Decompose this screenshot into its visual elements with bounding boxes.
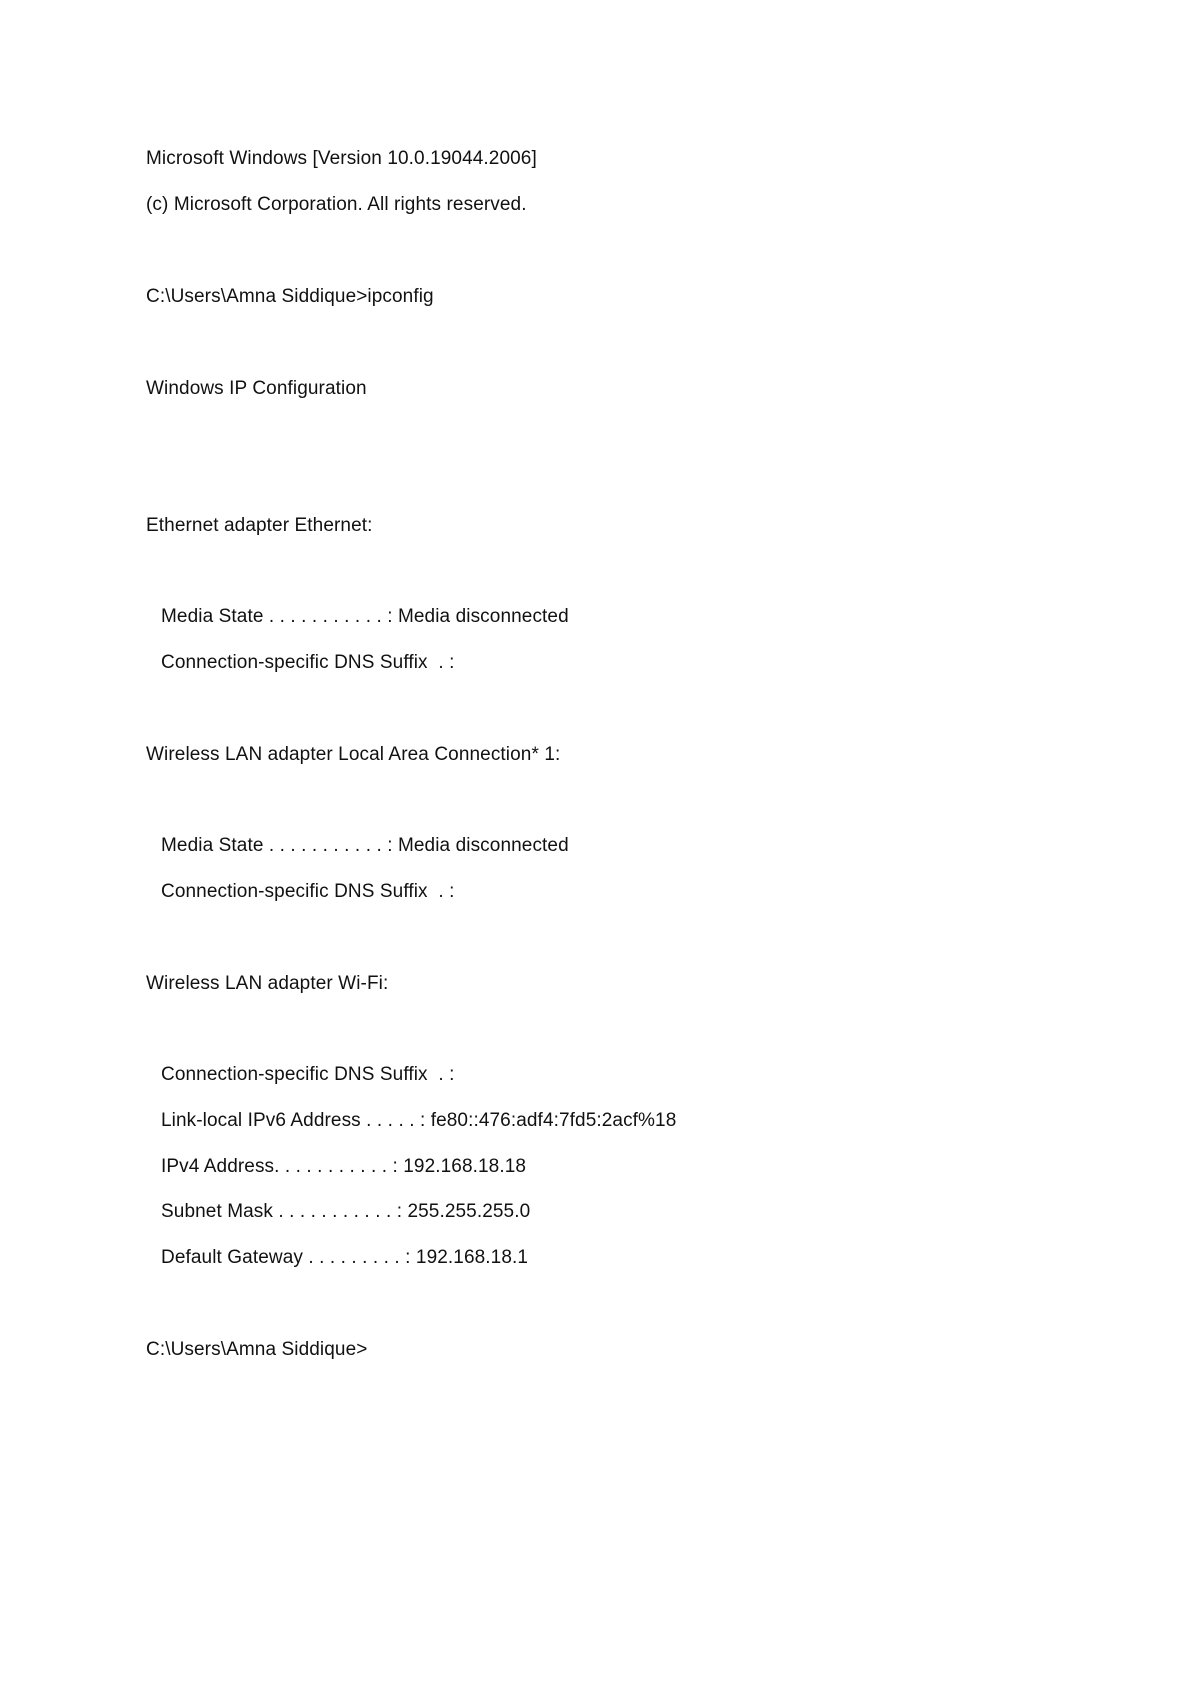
section-title: Windows IP Configuration — [146, 378, 367, 399]
wifi-subnet-mask: Subnet Mask . . . . . . . . . . . : 255.255.255.0 — [161, 1201, 531, 1222]
wifi-default-gateway: Default Gateway . . . . . . . . . : 192.168.18.1 — [161, 1247, 529, 1268]
ethernet-media-state: Media State . . . . . . . . . . . : Media disconnected — [161, 606, 569, 627]
wifi-ipv4-address: IPv4 Address. . . . . . . . . . . : 192.168.18.18 — [161, 1156, 527, 1177]
wifi-heading: Wireless LAN adapter Wi-Fi: — [146, 973, 389, 994]
local-area-heading: Wireless LAN adapter Local Area Connection* 1: — [146, 744, 561, 765]
local-area-dns-suffix: Connection-specific DNS Suffix . : — [161, 881, 455, 902]
ethernet-dns-suffix: Connection-specific DNS Suffix . : — [161, 652, 455, 673]
prompt-line: C:\Users\Amna Siddique> — [146, 1339, 368, 1360]
ethernet-heading: Ethernet adapter Ethernet: — [146, 515, 373, 536]
local-area-media-state: Media State . . . . . . . . . . . : Media disconnected — [161, 835, 569, 856]
wifi-ipv6-address: Link-local IPv6 Address . . . . . : fe80::476:adf4:7fd5:2acf%18 — [161, 1110, 677, 1131]
command-line: C:\Users\Amna Siddique>ipconfig — [146, 286, 434, 307]
copyright-line: (c) Microsoft Corporation. All rights reserved. — [146, 194, 527, 215]
version-line: Microsoft Windows [Version 10.0.19044.2006] — [146, 148, 537, 169]
wifi-dns-suffix: Connection-specific DNS Suffix . : — [161, 1064, 455, 1085]
